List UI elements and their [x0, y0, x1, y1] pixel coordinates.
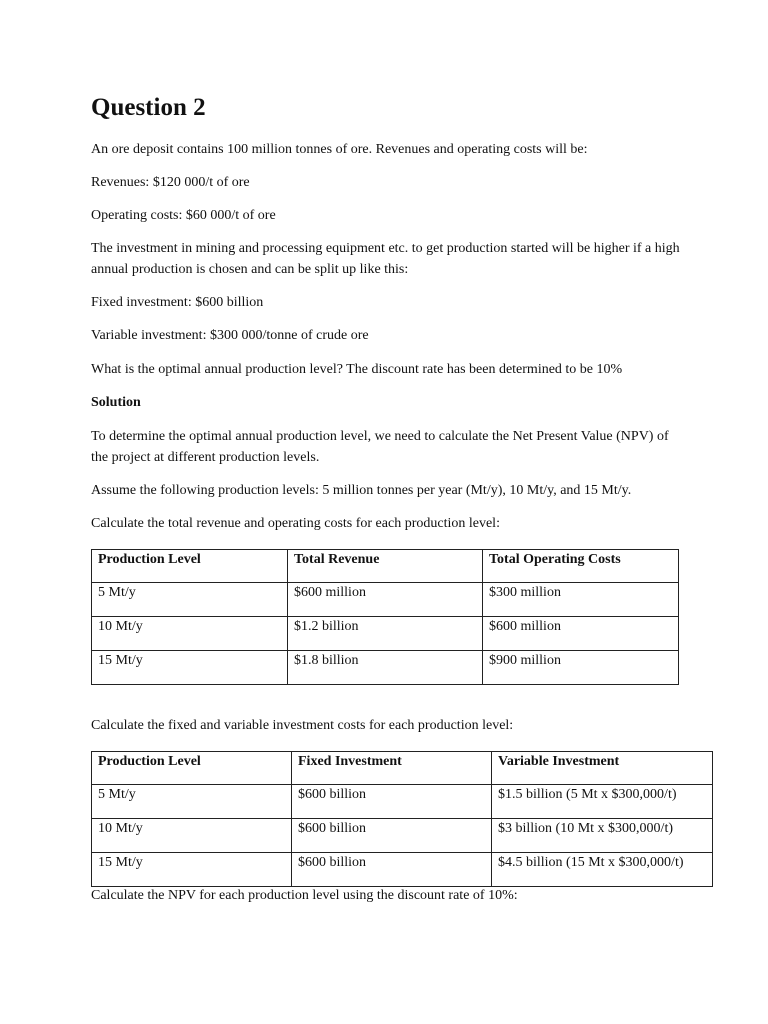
column-header: Production Level — [92, 550, 288, 583]
paragraph-revenues: Revenues: $120 000/t of ore — [91, 175, 250, 190]
paragraph-calc-investment: Calculate the fixed and variable investment costs for each production level: — [91, 718, 514, 733]
table-header-row — [92, 752, 713, 785]
paragraph-npv-intro: To determine the optimal annual production level, we need to calculate the Net Present Value (NPV) of the project at different production levels. — [91, 429, 669, 465]
column-header: Total Revenue — [288, 550, 483, 583]
paragraph-fixed-investment: Fixed investment: $600 billion — [91, 295, 264, 310]
table-cell: $4.5 billion (15 Mt x $300,000/t) — [492, 853, 713, 887]
table-cell: $1.5 billion (5 Mt x $300,000/t) — [492, 785, 713, 819]
table-cell: $600 billion — [292, 785, 492, 819]
paragraph-question: What is the optimal annual production level? The discount rate has been determined to be 10% — [91, 362, 623, 377]
table-header-row — [92, 550, 679, 583]
table-cell: 5 Mt/y — [92, 583, 288, 617]
paragraph-production-levels: Assume the following production levels: 5 million tonnes per year (Mt/y), 10 Mt/y, and 15 Mt/y. — [91, 483, 632, 498]
paragraph-operating-costs: Operating costs: $60 000/t of ore — [91, 208, 276, 223]
table-row — [92, 785, 713, 819]
table-cell: 15 Mt/y — [92, 853, 292, 887]
column-header: Variable Investment — [492, 752, 713, 785]
table-cell: $1.2 billion — [288, 617, 483, 651]
paragraph-calc-npv: Calculate the NPV for each production level using the discount rate of 10%: — [91, 888, 518, 903]
paragraph-calc-revenue: Calculate the total revenue and operating costs for each production level: — [91, 516, 500, 531]
table-cell: $600 million — [483, 617, 679, 651]
paragraph-variable-investment: Variable investment: $300 000/tonne of crude ore — [91, 328, 369, 343]
column-header: Fixed Investment — [292, 752, 492, 785]
table-row — [92, 651, 679, 685]
revenue-costs-table — [91, 549, 679, 685]
column-header: Total Operating Costs — [483, 550, 679, 583]
investment-table — [91, 751, 713, 887]
table-row — [92, 617, 679, 651]
table-cell: $1.8 billion — [288, 651, 483, 685]
table-cell: $600 billion — [292, 853, 492, 887]
table-cell: $3 billion (10 Mt x $300,000/t) — [492, 819, 713, 853]
table-row — [92, 853, 713, 887]
solution-heading: Solution — [91, 395, 141, 410]
table-cell: $600 billion — [292, 819, 492, 853]
paragraph-investment: The investment in mining and processing equipment etc. to get production started will be higher if a high annual production is chosen and can be split up like this: — [91, 241, 680, 277]
table-cell: $300 million — [483, 583, 679, 617]
table-row — [92, 819, 713, 853]
table-cell: 5 Mt/y — [92, 785, 292, 819]
table-cell: 10 Mt/y — [92, 819, 292, 853]
column-header: Production Level — [92, 752, 292, 785]
table-cell: $900 million — [483, 651, 679, 685]
page-title: Question 2 — [91, 94, 206, 121]
paragraph-ore-deposit: An ore deposit contains 100 million tonnes of ore. Revenues and operating costs will be: — [91, 142, 588, 157]
table-cell: $600 million — [288, 583, 483, 617]
table-cell: 10 Mt/y — [92, 617, 288, 651]
table-cell: 15 Mt/y — [92, 651, 288, 685]
table-row — [92, 583, 679, 617]
